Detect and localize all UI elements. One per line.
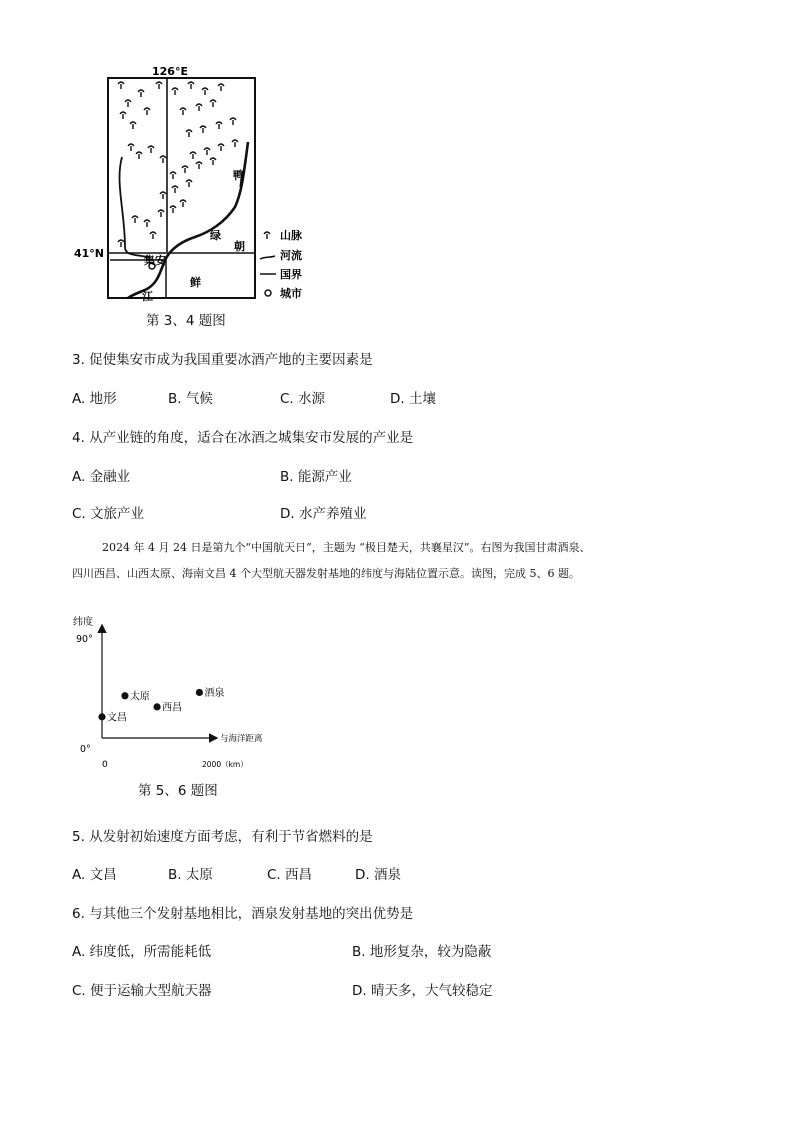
legend-river-label: 河流	[280, 249, 302, 262]
chart-svg	[70, 612, 290, 772]
question-3-option-d: D. 土壤	[390, 391, 436, 407]
data-point-3	[153, 703, 160, 710]
lon-label: 126°E	[152, 65, 188, 78]
question-3-stem: 3. 促使集安市成为我国重要冰酒产地的主要因素是	[72, 352, 373, 368]
passage-line-1: 2024 年 4 月 24 日是第九个“中国航天日”，主题为 “极目楚天，共襄星汉”。右图为我国甘肃酒泉、	[102, 541, 591, 554]
question-5-option-c: C. 西昌	[267, 867, 313, 883]
data-point-label-1: 文昌	[107, 712, 127, 724]
river-char-1: 鸭	[233, 169, 244, 182]
chart-caption: 第 5、6 题图	[138, 783, 218, 799]
map-legend	[260, 228, 303, 300]
x-tick-0: 0	[102, 760, 108, 770]
question-4-option-c: C. 文旅产业	[72, 506, 145, 522]
tributary-river	[120, 157, 150, 258]
data-point-2	[121, 692, 128, 699]
legend-mountain-label: 山脉	[280, 229, 302, 242]
question-5-option-d: D. 酒泉	[355, 867, 401, 883]
river-char-3: 江	[142, 290, 153, 303]
data-point-label-4: 酒泉	[204, 687, 225, 699]
legend-city-label: 城市	[280, 287, 302, 300]
river-char-2: 绿	[210, 229, 221, 242]
legend-mountain-icon	[264, 232, 270, 239]
question-3-option-c: C. 水源	[280, 391, 326, 407]
question-3-option-b: B. 气候	[168, 391, 213, 407]
data-point-4	[196, 689, 203, 696]
jian-map	[70, 62, 320, 307]
data-points	[98, 686, 224, 723]
question-4-option-a: A. 金融业	[72, 469, 131, 485]
map-figure	[70, 62, 320, 307]
question-5-stem: 5. 从发射初始速度方面考虑，有利于节省燃料的是	[72, 829, 373, 845]
x-tick-2000: 2000（km）	[202, 760, 248, 769]
legend-border-label: 国界	[280, 268, 302, 281]
question-5-option-b: B. 太原	[168, 867, 213, 883]
question-4-stem: 4. 从产业链的角度，适合在冰酒之城集安市发展的产业是	[72, 430, 414, 446]
country-char-2: 鲜	[190, 276, 201, 289]
map-frame	[108, 78, 255, 298]
passage-line-2: 四川西昌、山西太原、海南文昌 4 个大型航天器发射基地的纬度与海陆位置示意。读图，完成 5、6 题。	[72, 567, 580, 580]
map-caption: 第 3、4 题图	[146, 313, 226, 329]
legend-city-icon	[265, 290, 271, 296]
question-4-option-d: D. 水产养殖业	[280, 506, 367, 522]
data-point-label-3: 西昌	[162, 702, 183, 714]
city-label: 集安	[144, 254, 166, 267]
question-5-option-a: A. 文昌	[72, 867, 117, 883]
lat-label: 41°N	[74, 247, 105, 260]
question-4-option-b: B. 能源产业	[280, 469, 352, 485]
question-6-option-d: D. 晴天多，大气较稳定	[352, 983, 493, 999]
question-6-stem: 6. 与其他三个发射基地相比，酒泉发射基地的突出优势是	[72, 906, 414, 922]
question-6-option-a: A. 纬度低，所需能耗低	[72, 944, 212, 960]
x-axis-label: 与海洋距离	[220, 734, 263, 744]
launch-site-chart	[70, 612, 290, 772]
y-axis-label: 纬度	[73, 617, 93, 628]
question-6-option-c: C. 便于运输大型航天器	[72, 983, 212, 999]
y-tick-0: 0°	[80, 744, 91, 755]
question-6-option-b: B. 地形复杂，较为隐蔽	[352, 944, 492, 960]
country-char-1: 朝	[234, 240, 245, 253]
question-3-option-a: A. 地形	[72, 391, 117, 407]
data-point-label-2: 太原	[129, 691, 150, 703]
y-tick-90: 90°	[76, 634, 93, 645]
data-point-1	[98, 713, 105, 720]
passage	[72, 535, 762, 587]
legend-river-icon	[260, 256, 275, 259]
